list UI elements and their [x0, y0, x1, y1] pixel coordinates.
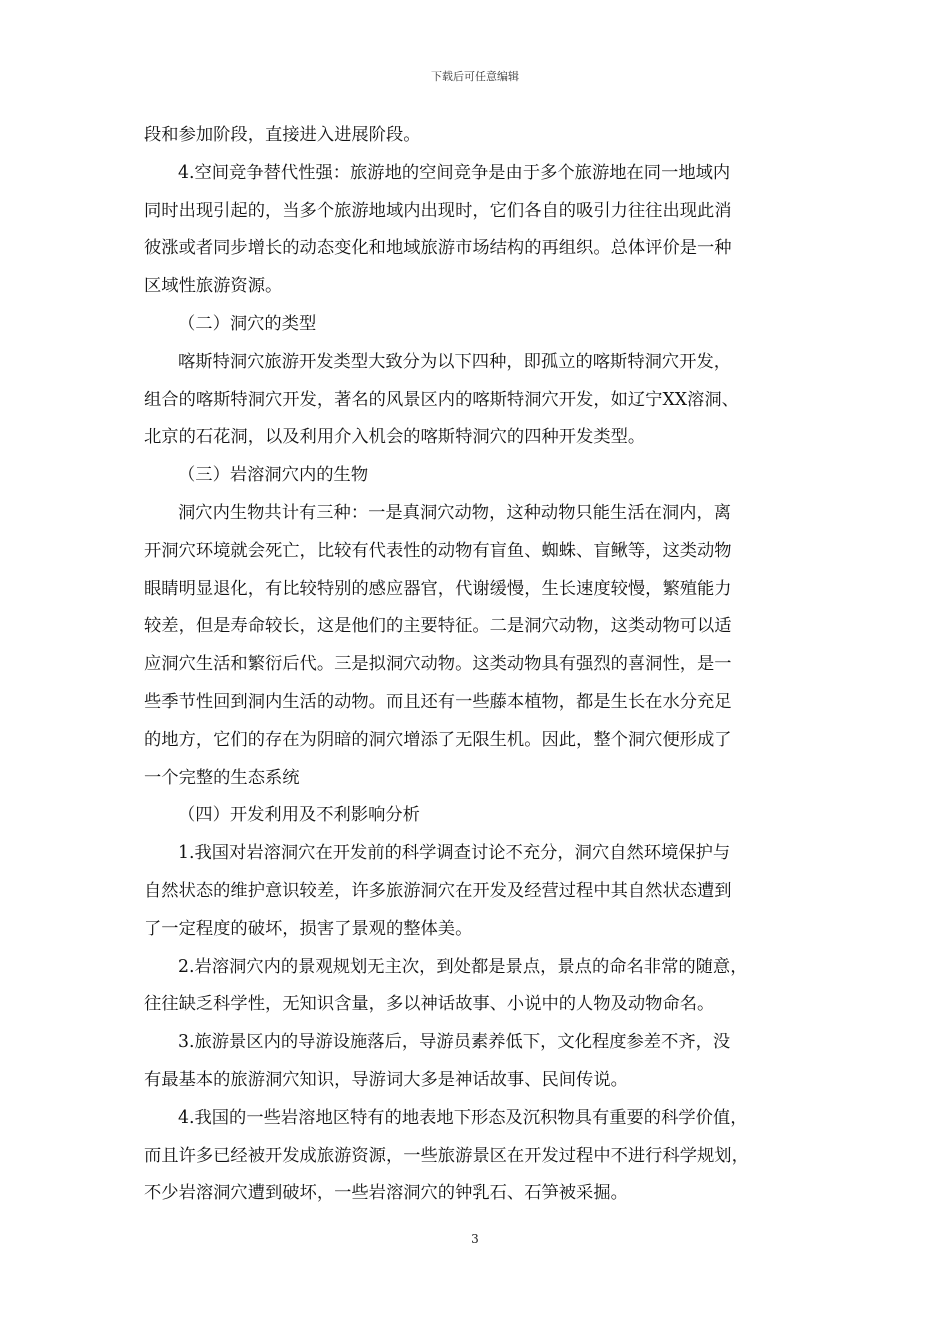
body-line: 往往缺乏科学性，无知识含量，多以神话故事、小说中的人物及动物命名。 — [144, 994, 715, 1015]
body-line: 北京的石花洞，以及利用介入机会的喀斯特洞穴的四种开发类型。 — [144, 427, 646, 448]
body-line: 洞穴内生物共计有三种：一是真洞穴动物，这种动物只能生活在洞内，离 — [178, 502, 732, 523]
body-line: 1.我国对岩溶洞穴在开发前的科学调查讨论不充分，洞穴自然环境保护与 — [178, 843, 731, 864]
body-line: 不少岩溶洞穴遭到破坏，一些岩溶洞穴的钟乳石、石笋被采掘。 — [144, 1183, 628, 1204]
page-header: 下载后可任意编辑 — [431, 70, 519, 83]
body-line: 一个完整的生态系统 — [144, 767, 300, 788]
body-line: 4.我国的一些岩溶地区特有的地表地下形态及沉积物具有重要的科学价值， — [178, 1107, 748, 1128]
body-line: 的地方，它们的存在为阴暗的洞穴增添了无限生机。因此，整个洞穴便形成了 — [144, 729, 732, 750]
body-line: 4.空间竞争替代性强：旅游地的空间竞争是由于多个旅游地在同一地域内 — [178, 162, 731, 183]
section-heading: （二）洞穴的类型 — [178, 313, 317, 334]
body-line: 眼睛明显退化，有比较特别的感应器官，代谢缓慢，生长速度较慢，繁殖能力 — [144, 578, 732, 599]
body-line: 应洞穴生活和繁衍后代。三是拟洞穴动物。这类动物具有强烈的喜洞性，是一 — [144, 654, 732, 675]
body-line: 较差，但是寿命较长，这是他们的主要特征。二是洞穴动物，这类动物可以适 — [144, 616, 732, 637]
body-line: 开洞穴环境就会死亡，比较有代表性的动物有盲鱼、蜘蛛、盲鳅等，这类动物 — [144, 540, 732, 561]
body-line: 彼涨或者同步增长的动态变化和地域旅游市场结构的再组织。总体评价是一种 — [144, 238, 732, 259]
body-line: 有最基本的旅游洞穴知识，导游词大多是神话故事、民间传说。 — [144, 1069, 628, 1090]
section-heading: （三）岩溶洞穴内的生物 — [178, 465, 369, 486]
body-line: 段和参加阶段，直接进入进展阶段。 — [144, 125, 421, 145]
body-line: 自然状态的维护意识较差，许多旅游洞穴在开发及经营过程中其自然状态遭到 — [144, 880, 732, 901]
body-line: 喀斯特洞穴旅游开发类型大致分为以下四种，即孤立的喀斯特洞穴开发， — [178, 351, 732, 372]
body-line: 2.岩溶洞穴内的景观规划无主次，到处都是景点，景点的命名非常的随意， — [178, 956, 748, 977]
body-line: 而且许多已经被开发成旅游资源，一些旅游景区在开发过程中不进行科学规划， — [144, 1145, 749, 1166]
body-line: 组合的喀斯特洞穴开发，著名的风景区内的喀斯特洞穴开发，如辽宁XX溶洞、 — [144, 389, 739, 410]
body-line: 区域性旅游资源。 — [144, 276, 283, 297]
body-line: 些季节性回到洞内生活的动物。而且还有一些藤本植物，都是生长在水分充足 — [144, 691, 732, 712]
body-line: 了一定程度的破坏，损害了景观的整体美。 — [144, 918, 473, 939]
section-heading: （四）开发利用及不利影响分析 — [178, 805, 420, 826]
body-line: 3.旅游景区内的导游设施落后，导游员素养低下，文化程度参差不齐，没 — [178, 1032, 731, 1053]
body-line: 同时出现引起的，当多个旅游地域内出现时，它们各自的吸引力往往出现此消 — [144, 200, 732, 221]
page-number: 3 — [471, 1232, 479, 1246]
document-body — [144, 117, 806, 1213]
